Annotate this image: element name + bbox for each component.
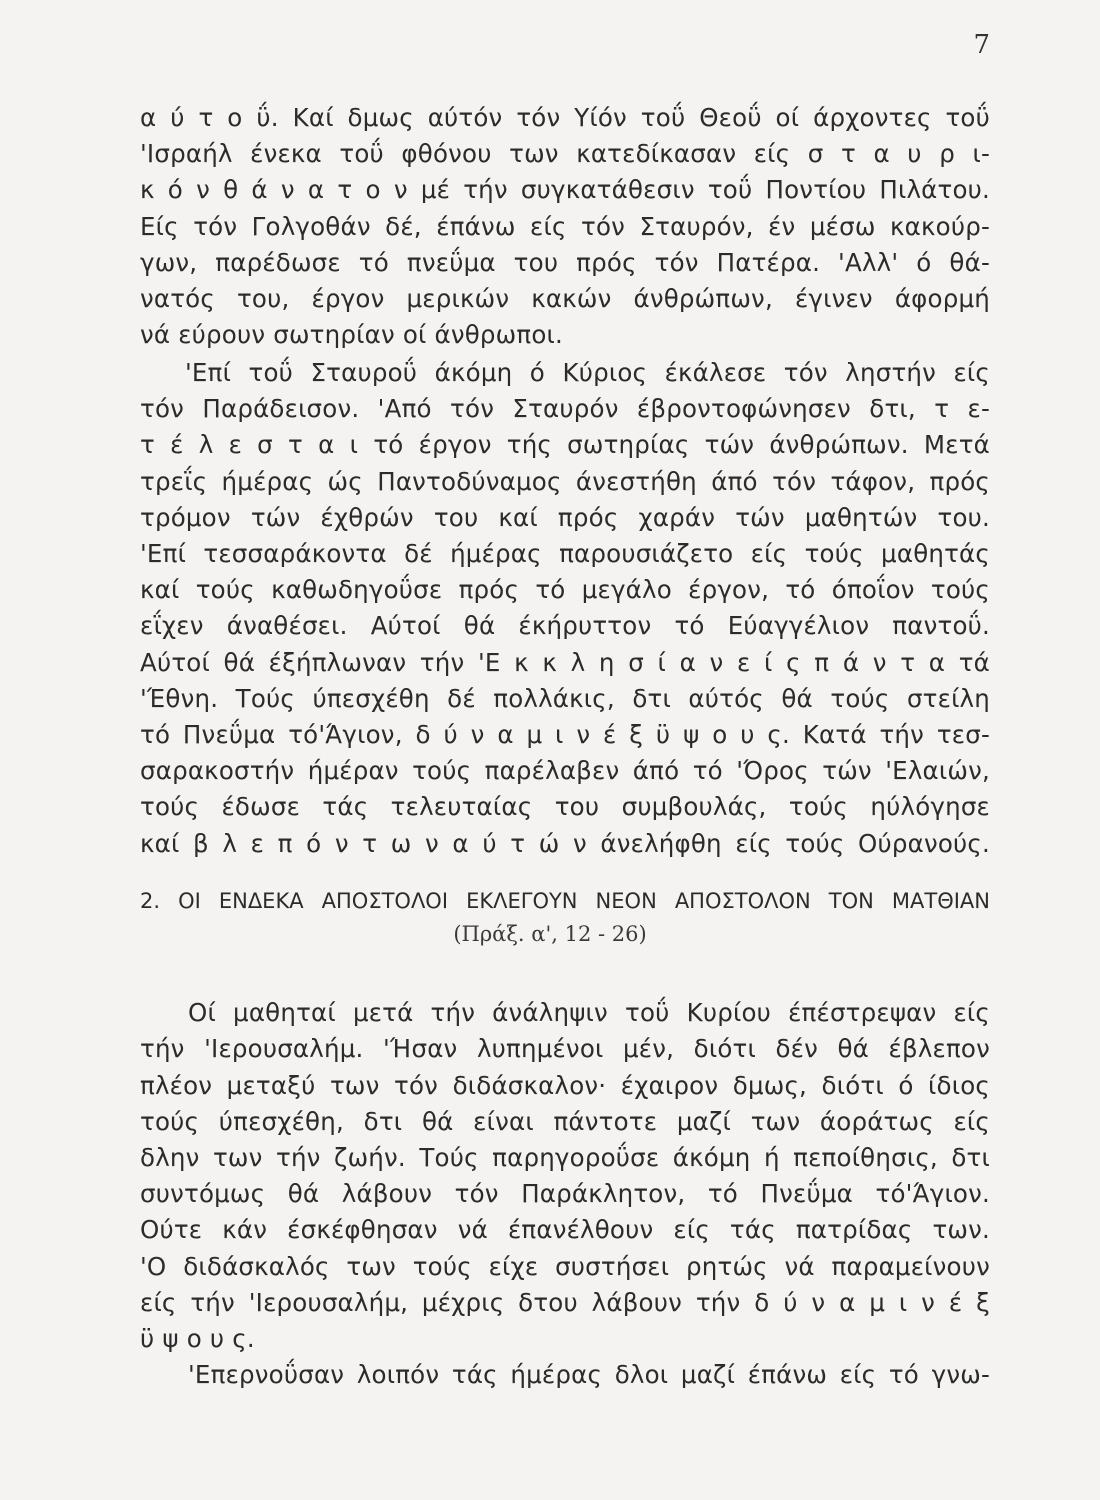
text-line: 'Ισραήλ ένεκα τοΰ φθόνου των κατεδίκασαν είς σ τ α υ ρ ι- — [140, 139, 990, 168]
text-line: τρεΐς ήμέρας ώς Παντοδύναμος άνεστήθη άπό τόν τάφον, πρός — [140, 467, 990, 496]
text-line: νατός του, έργον μερικών κακών άνθρώπων, έγινεν άφορμή — [140, 284, 990, 313]
text-line: τ έ λ ε σ τ α ι τό έργον τής σωτηρίας τών άνθρώπων. Μετά — [140, 430, 990, 459]
text-line: γων, παρέδωσε τό πνεΰμα του πρός τόν Πατέρα. 'Αλλ' ό θά- — [140, 248, 990, 277]
text-line: νά εύρουν σωτηρίαν οί άνθρωποι. — [140, 320, 563, 349]
text-line: 'Επί τοΰ Σταυροΰ άκόμη ό Κύριος έκάλεσε τόν ληστήν είς — [185, 358, 990, 387]
text-line: είς τήν 'Ιερουσαλήμ, μέχρις δτου λάβουν τήν δ ύ ν α μ ι ν έ ξ — [140, 1288, 990, 1317]
text-line: καί β λ ε π ό ν τ ω ν α ύ τ ώ ν άνελήφθη είς τούς Ούρανούς. — [140, 829, 990, 858]
text-line: 'Επερνοΰσαν λοιπόν τάς ήμέρας δλοι μαζί έπάνω είς τό γνω- — [188, 1360, 990, 1389]
text-line: Ούτε κάν έσκέφθησαν νά έπανέλθουν είς τάς πατρίδας των. — [140, 1215, 990, 1244]
section-heading: 2. ΟΙ ΕΝΔΕΚΑ ΑΠΟΣΤΟΛΟΙ ΕΚΛΕΓΟΥΝ ΝΕΟΝ ΑΠΟΣΤΟΛΟΝ ΤΟΝ ΜΑΤΘΙΑΝ — [140, 889, 990, 913]
text-line: Οί μαθηταί μετά τήν άνάληψιν τοΰ Κυρίου έπέστρεψαν είς — [188, 998, 990, 1027]
text-line: τόν Παράδεισον. 'Από τόν Σταυρόν έβροντοφώνησεν δτι, τ ε- — [140, 394, 990, 423]
text-line: Είς τόν Γολγοθάν δέ, έπάνω είς τόν Σταυρόν, έν μέσω κακούρ- — [140, 212, 990, 241]
text-line: τό Πνεΰμα τό'Άγιον, δ ύ ν α μ ι ν έ ξ ϋ ψ ο υ ς. Κατά τήν τεσ- — [140, 720, 990, 749]
text-line: συντόμως θά λάβουν τόν Παράκλητον, τό Πνεΰμα τό'Άγιον. — [140, 1179, 990, 1208]
text-line: α ύ τ ο ΰ. Καί δμως αύτόν τόν Υίόν τοΰ Θεοΰ οί άρχοντες τοΰ — [140, 103, 990, 132]
text-line: πλέον μεταξύ των τόν διδάσκαλον· έχαιρον δμως, διότι ό ίδιος — [140, 1071, 990, 1100]
text-line: τούς έδωσε τάς τελευταίας του συμβουλάς, τούς ηύλόγησε — [140, 792, 990, 821]
text-line: εΐχεν άναθέσει. Αύτοί θά έκήρυττον τό Εύαγγέλιον παντοΰ. — [140, 611, 990, 640]
text-line: Αύτοί θά έξήπλωναν τήν 'Ε κ κ λ η σ ί α ν ε ί ς π ά ν τ α τά — [140, 648, 990, 677]
text-line: τούς ύπεσχέθη, δτι θά είναι πάντοτε μαζί των άοράτως είς — [140, 1107, 990, 1136]
text-line: τήν 'Ιερουσαλήμ. 'Ήσαν λυπημένοι μέν, διότι δέν θά έβλεπον — [140, 1034, 990, 1063]
text-line: 'Ο διδάσκαλός των τούς είχε συστήσει ρητώς νά παραμείνουν — [140, 1252, 990, 1281]
text-line: σαρακοστήν ήμέραν τούς παρέλαβεν άπό τό 'Όρος τών 'Ελαιών, — [140, 756, 990, 785]
text-line: δλην των τήν ζωήν. Τούς παρηγοροΰσε άκόμη ή πεποίθησις, δτι — [140, 1143, 990, 1172]
section-reference: (Πράξ. α', 12 - 26) — [453, 922, 647, 946]
text-line: 'Επί τεσσαράκοντα δέ ήμέρας παρουσιάζετο είς τούς μαθητάς — [140, 539, 990, 568]
text-line: καί τούς καθωδηγοΰσε πρός τό μεγάλο έργον, τό όποΐον τούς — [140, 575, 990, 604]
text-line: τρόμον τών έχθρών του καί πρός χαράν τών μαθητών του. — [140, 503, 990, 532]
text-line: ϋ ψ ο υ ς. — [140, 1324, 255, 1353]
text-line: κ ό ν θ ά ν α τ ο ν μέ τήν συγκατάθεσιν τοΰ Ποντίου Πιλάτου. — [140, 175, 990, 204]
text-line: 'Έθνη. Τούς ύπεσχέθη δέ πολλάκις, δτι αύτός θά τούς στείλη — [140, 684, 990, 713]
page-number: 7 — [973, 30, 990, 60]
